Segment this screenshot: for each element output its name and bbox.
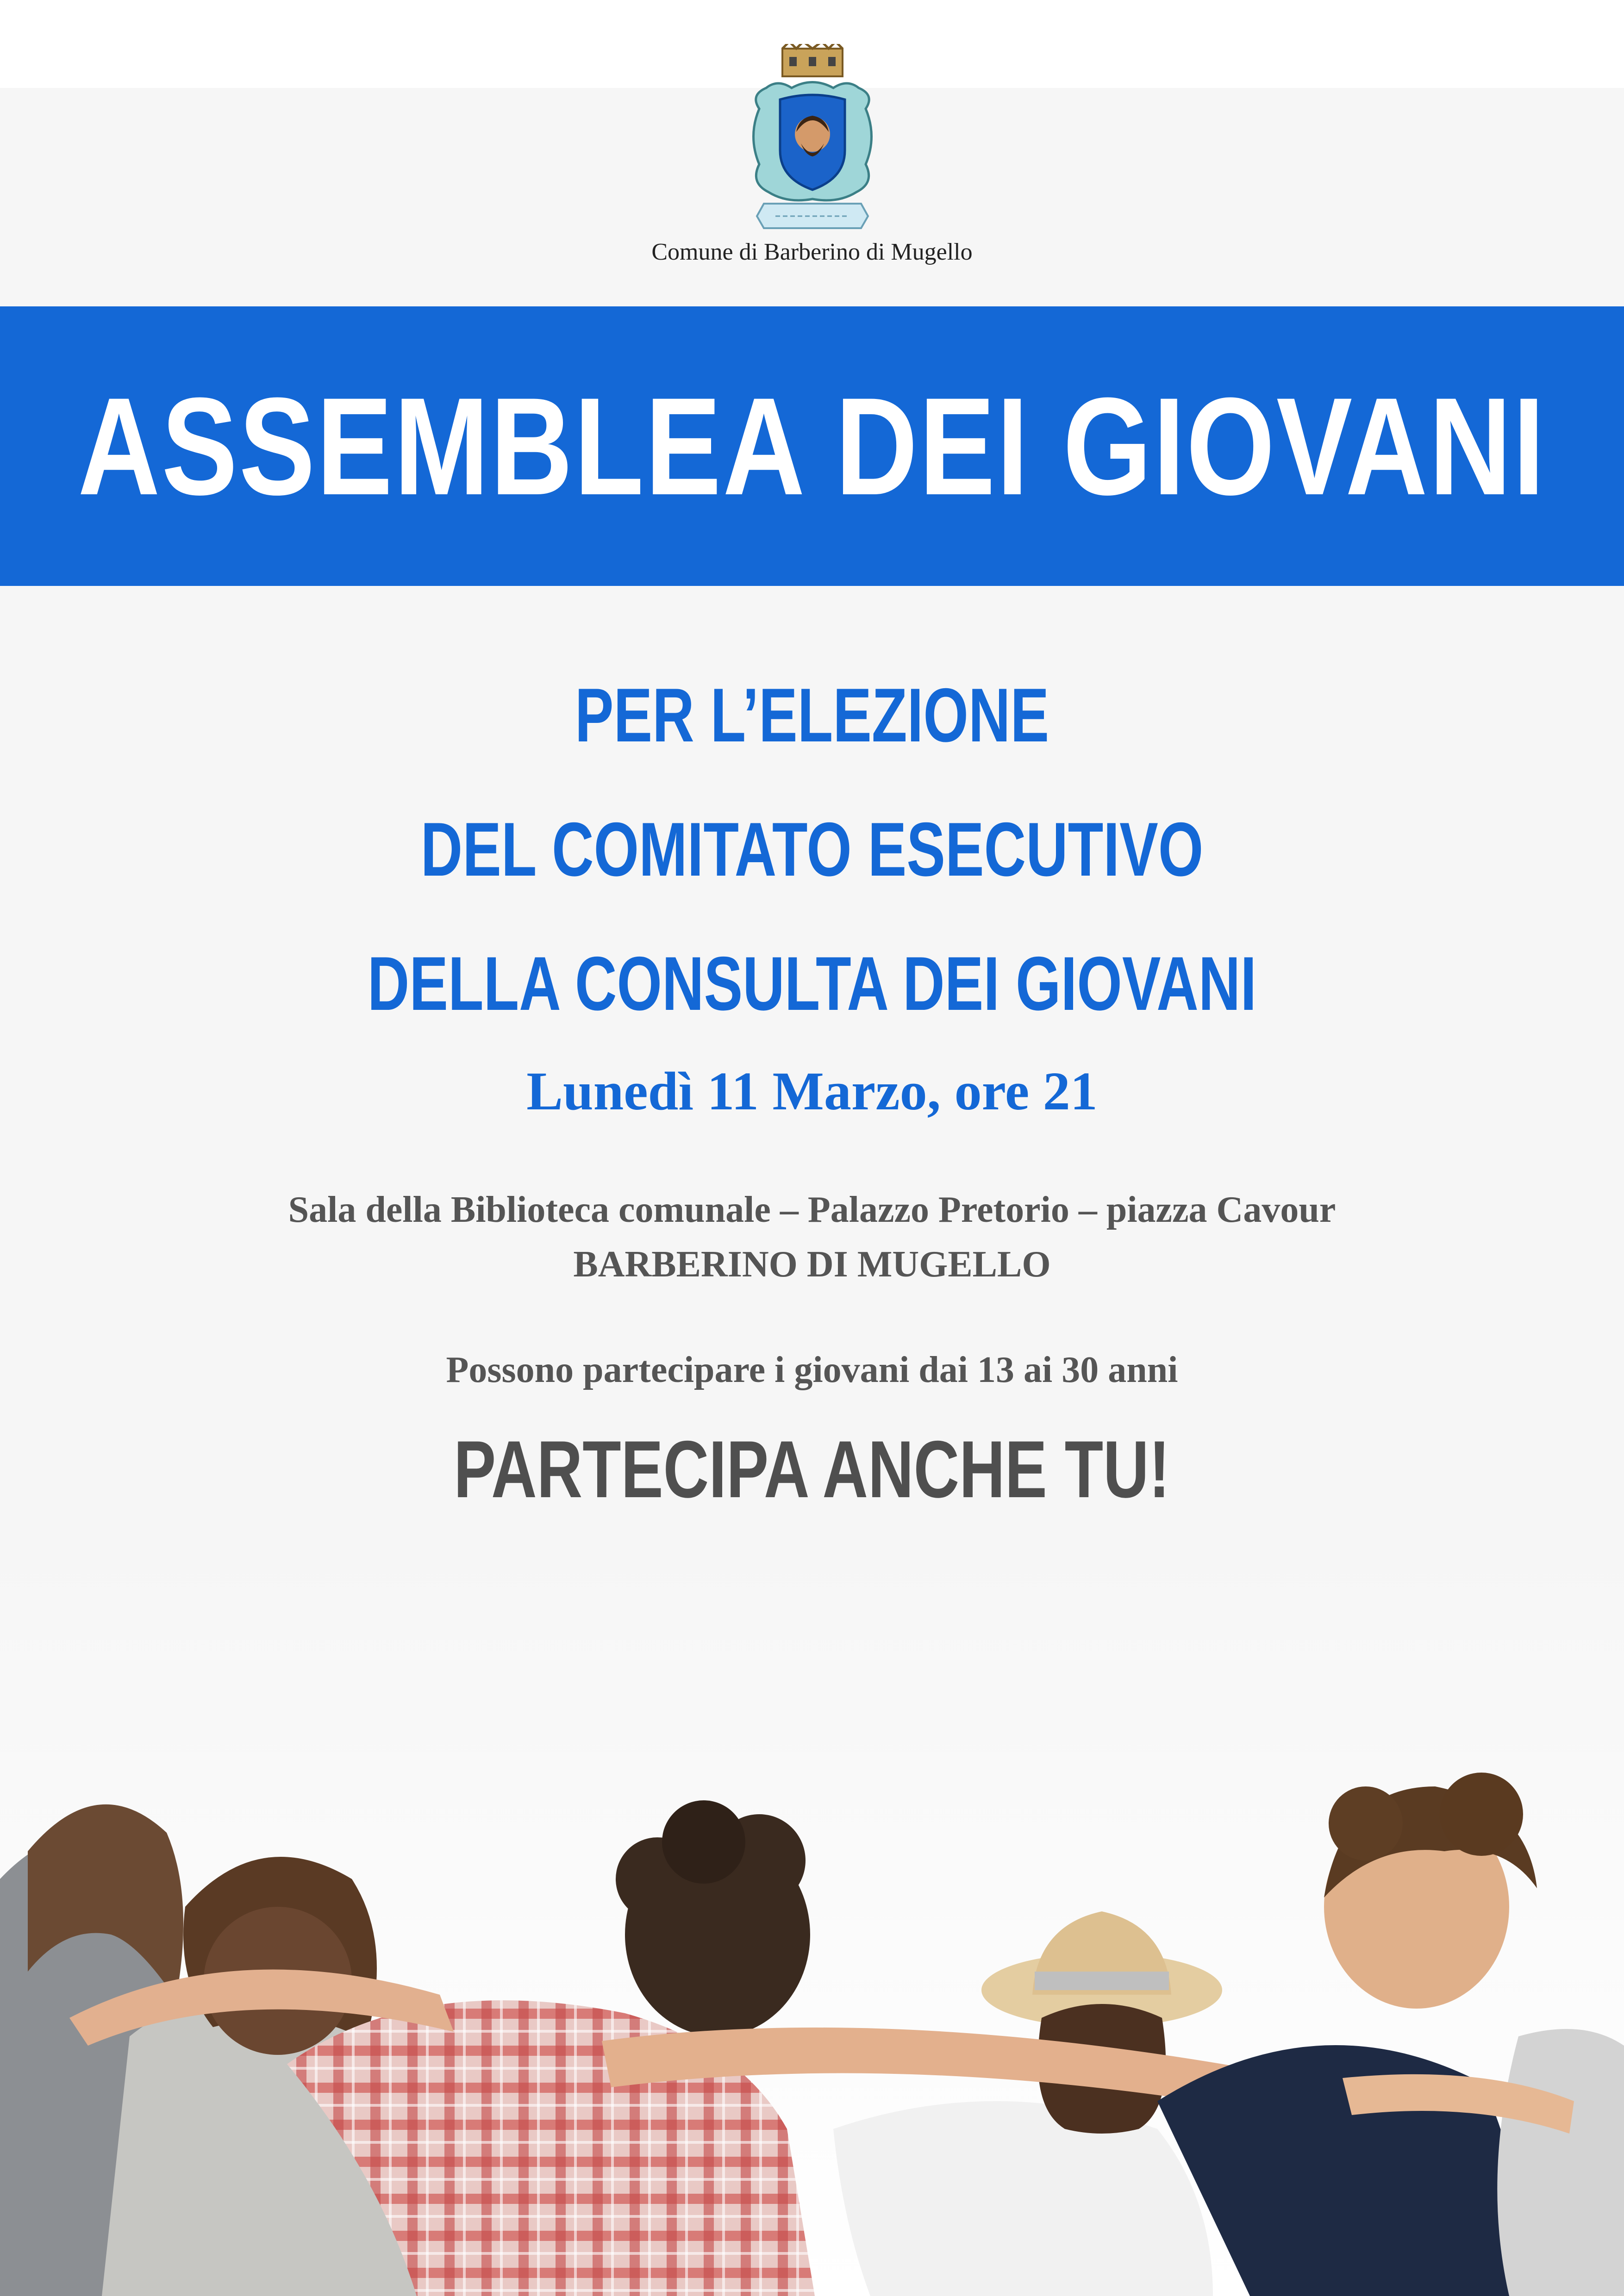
group-photo (0, 1527, 1624, 2296)
event-date-time: Lunedì 11 Marzo, ore 21 (526, 1061, 1098, 1121)
subtitle-line: DELLA CONSULTA DEI GIOVANI (367, 941, 1257, 1026)
event-venue (0, 1182, 1624, 1292)
subtitle-line: DEL COMITATO ESECUTIVO (420, 807, 1204, 892)
title-banner (0, 306, 1624, 586)
participants-note: Possono partecipare i giovani dai 13 ai 30 anni (446, 1350, 1178, 1390)
page-title: ASSEMBLEA DEI GIOVANI (78, 368, 1546, 524)
subtitle-block (0, 648, 1624, 1051)
call-to-action (0, 1423, 1624, 1516)
venue-city: BARBERINO DI MUGELLO (573, 1244, 1051, 1285)
coat-of-arms-icon (745, 44, 880, 238)
municipality-name: Comune di Barberino di Mugello (651, 239, 973, 265)
venue-line: Sala della Biblioteca comunale – Palazzo Pretorio – piazza Cavour (288, 1189, 1336, 1230)
subtitle-line: PER L’ELEZIONE (575, 672, 1049, 758)
call-to-action-text: PARTECIPA ANCHE TU! (454, 1425, 1170, 1515)
